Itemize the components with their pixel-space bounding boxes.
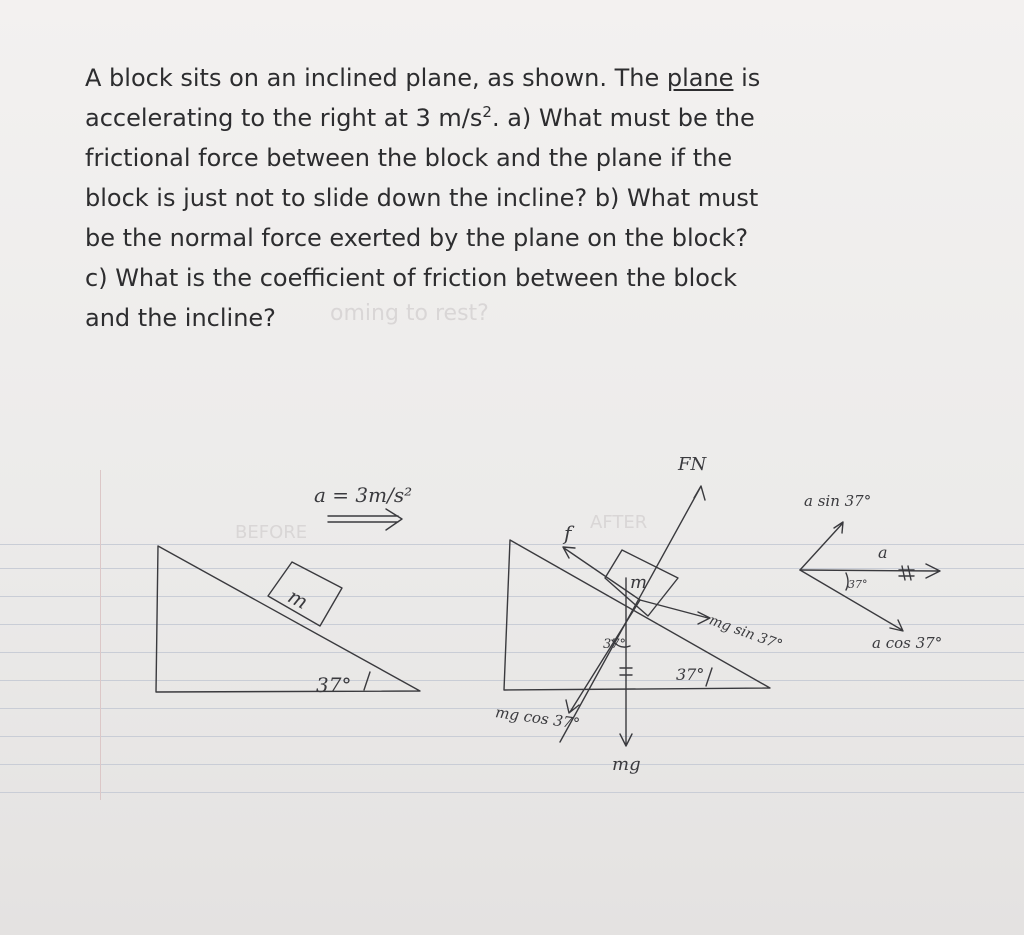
a-label: a [878,543,888,562]
problem-line: and the incline? [85,304,276,332]
right-acceleration-components [800,522,940,631]
block-label: m [630,572,648,593]
bleed-through-text: AFTER [590,512,648,533]
incline-triangle [504,540,770,690]
mg-cos-arrow [566,600,640,713]
a-sin-label: a sin 37° [804,492,872,510]
problem-text: is [733,64,761,92]
angle-label: 37° [848,578,868,591]
acceleration-label: a = 3m/s² [314,483,413,507]
mg-cos-label: mg cos 37° [494,703,581,733]
problem-line: block is just not to slide down the incline? b) What must [85,184,759,212]
friction-label: f [564,521,572,545]
normal-force-arrow [560,486,705,742]
normal-force-label: FN [678,454,707,475]
mg-sin-label: mg sin 37° [706,612,785,654]
angle-arc [364,672,370,690]
angle-arc [706,668,712,686]
underlined-word: plane [666,64,734,92]
problem-text: . a) What must be the [491,104,755,132]
angle-label: 37° [316,673,352,697]
a-arrow [800,564,940,578]
problem-text: A block sits on an inclined plane, as shown. The [85,64,667,92]
acceleration-arrow [328,509,402,530]
middle-fbd-diagram [504,486,770,746]
superscript: 2 [482,103,492,121]
a-sin-arrow [800,522,843,570]
bleed-through-text: oming to rest? [330,301,489,326]
block-label: m [284,583,313,614]
parallel-marks [899,566,914,580]
a-cos-label: a cos 37° [872,634,943,652]
problem-text: accelerating to the right at 3 m/s [85,104,483,132]
angle-label: 37° [603,637,627,652]
problem-line: c) What is the coefficient of friction between the block [85,264,738,292]
weight-label: mg [612,754,641,775]
bleed-through-text: BEFORE [235,522,308,543]
problem-line: frictional force between the block and the plane if the [85,144,733,172]
angle-label: 37° [676,665,705,684]
problem-line: be the normal force exerted by the plane on the block? [85,224,749,252]
